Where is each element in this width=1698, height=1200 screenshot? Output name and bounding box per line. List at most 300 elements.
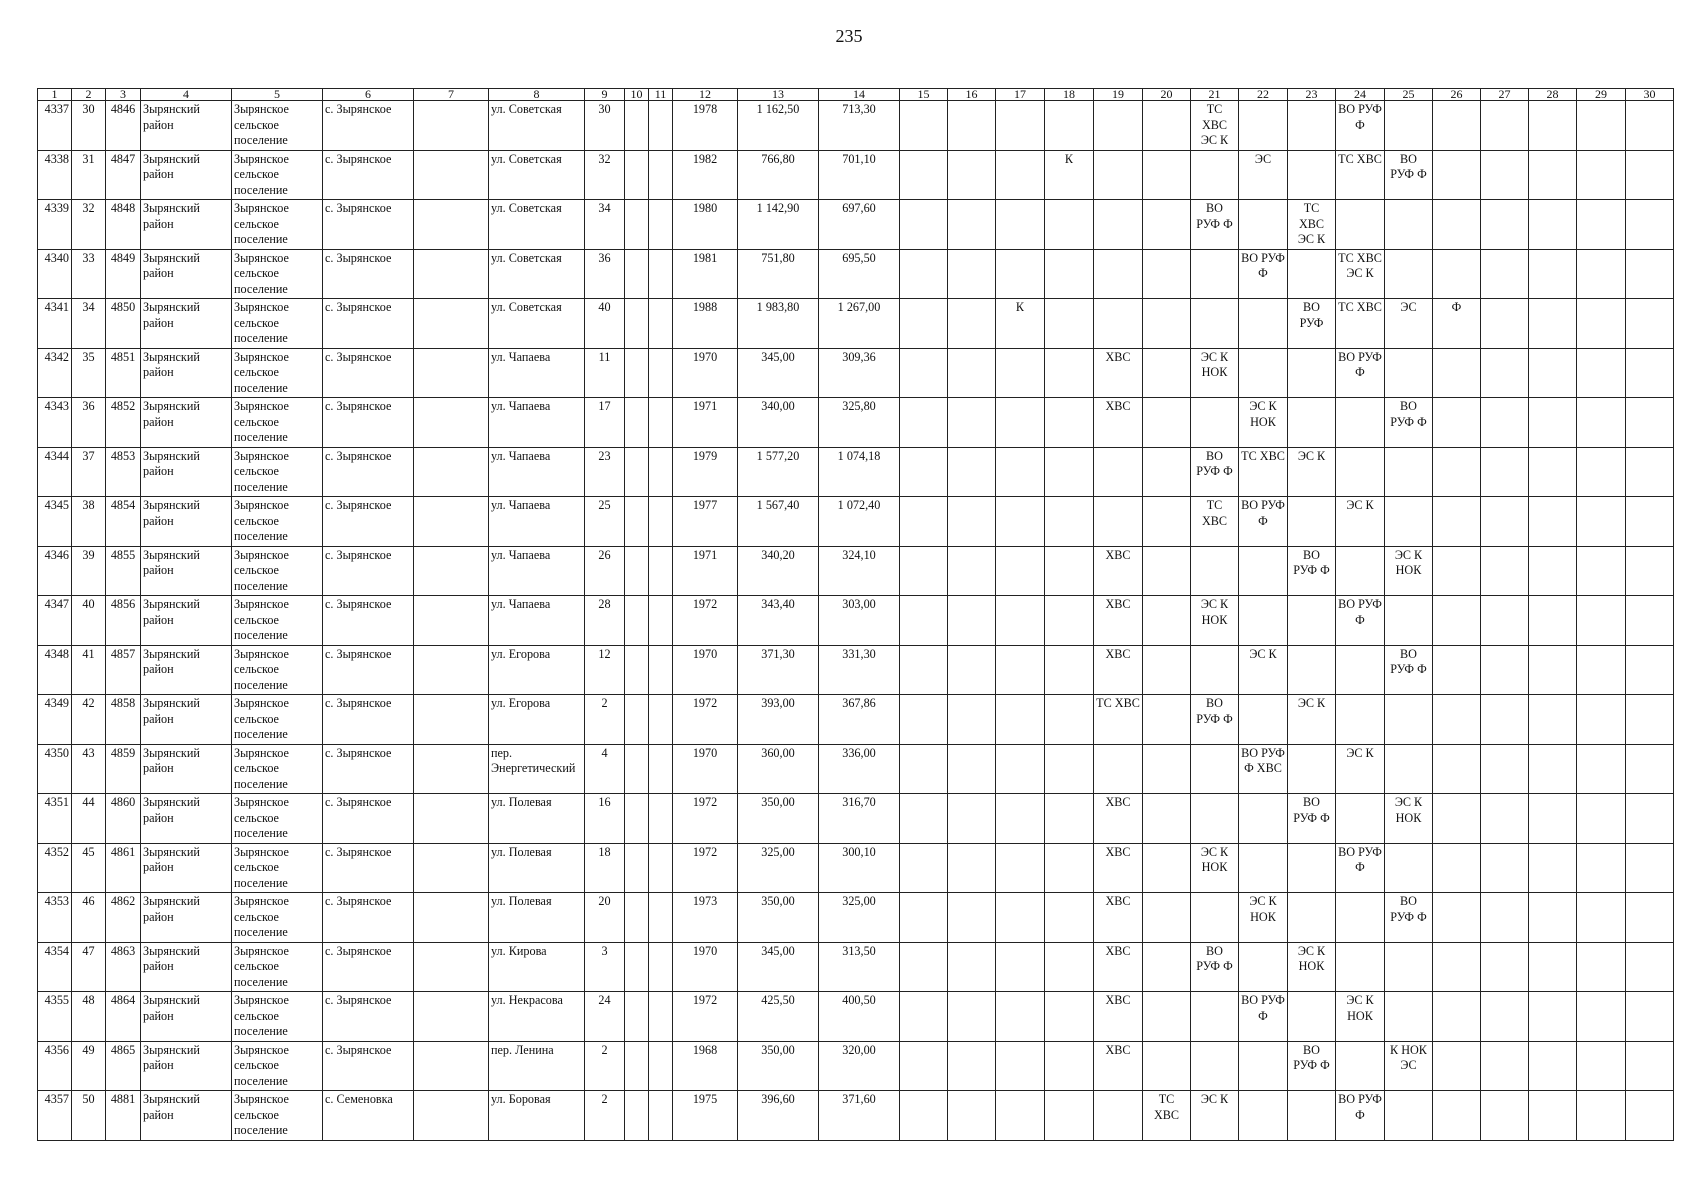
empty-cell — [1577, 299, 1626, 349]
cell-col-1: 4354 — [38, 942, 72, 992]
data-table — [37, 88, 1674, 1141]
empty-cell — [1288, 249, 1336, 299]
cell-col-5: Зырянское сельское поселение — [232, 150, 323, 200]
empty-cell — [1288, 992, 1336, 1042]
cell-col-9: 34 — [585, 200, 625, 250]
empty-cell — [1288, 645, 1336, 695]
empty-cell — [996, 893, 1045, 943]
cell-col-19: ХВС — [1094, 348, 1143, 398]
empty-cell — [1481, 249, 1529, 299]
empty-cell — [900, 596, 948, 646]
empty-cell — [1577, 992, 1626, 1042]
cell-col-9: 26 — [585, 546, 625, 596]
column-header: 21 — [1191, 89, 1239, 101]
empty-cell — [1336, 1041, 1385, 1091]
empty-cell — [414, 249, 489, 299]
empty-cell — [900, 843, 948, 893]
empty-cell — [1577, 249, 1626, 299]
empty-cell — [649, 546, 673, 596]
column-header: 10 — [625, 89, 649, 101]
table-row — [38, 101, 1674, 151]
cell-col-5: Зырянское сельское поселение — [232, 744, 323, 794]
cell-col-1: 4357 — [38, 1091, 72, 1141]
cell-col-24: ЭС К — [1336, 497, 1385, 547]
empty-cell — [1239, 596, 1288, 646]
cell-col-2: 45 — [72, 843, 106, 893]
empty-cell — [1577, 942, 1626, 992]
empty-cell — [649, 249, 673, 299]
empty-cell — [948, 447, 996, 497]
cell-col-6: с. Зырянское — [323, 843, 414, 893]
empty-cell — [1385, 992, 1433, 1042]
cell-col-22: ТС ХВС — [1239, 447, 1288, 497]
empty-cell — [1143, 150, 1191, 200]
cell-col-21: ВО РУФ Ф — [1191, 695, 1239, 745]
cell-col-9: 32 — [585, 150, 625, 200]
cell-col-5: Зырянское сельское поселение — [232, 893, 323, 943]
empty-cell — [625, 893, 649, 943]
empty-cell — [1481, 447, 1529, 497]
empty-cell — [1529, 942, 1577, 992]
empty-cell — [996, 942, 1045, 992]
cell-col-9: 11 — [585, 348, 625, 398]
cell-col-8: пер. Ленина — [489, 1041, 585, 1091]
cell-col-3: 4859 — [106, 744, 141, 794]
cell-col-9: 20 — [585, 893, 625, 943]
empty-cell — [1094, 744, 1143, 794]
empty-cell — [996, 249, 1045, 299]
empty-cell — [1288, 744, 1336, 794]
empty-cell — [996, 1091, 1045, 1141]
empty-cell — [1143, 992, 1191, 1042]
empty-cell — [1529, 249, 1577, 299]
cell-col-19: ХВС — [1094, 1041, 1143, 1091]
empty-cell — [649, 447, 673, 497]
cell-col-22: ВО РУФ Ф — [1239, 249, 1288, 299]
empty-cell — [1433, 348, 1481, 398]
column-header: 2 — [72, 89, 106, 101]
cell-col-9: 24 — [585, 992, 625, 1042]
cell-col-9: 25 — [585, 497, 625, 547]
cell-col-21: ВО РУФ Ф — [1191, 942, 1239, 992]
cell-col-5: Зырянское сельское поселение — [232, 794, 323, 844]
empty-cell — [948, 794, 996, 844]
cell-col-3: 4853 — [106, 447, 141, 497]
cell-col-12: 1970 — [673, 348, 738, 398]
empty-cell — [414, 398, 489, 448]
column-header: 12 — [673, 89, 738, 101]
empty-cell — [1239, 101, 1288, 151]
table-row — [38, 893, 1674, 943]
cell-col-3: 4854 — [106, 497, 141, 547]
empty-cell — [1045, 398, 1094, 448]
empty-cell — [1191, 645, 1239, 695]
cell-col-2: 50 — [72, 1091, 106, 1141]
empty-cell — [996, 150, 1045, 200]
empty-cell — [1433, 695, 1481, 745]
empty-cell — [625, 942, 649, 992]
empty-cell — [1481, 497, 1529, 547]
cell-col-8: ул. Советская — [489, 249, 585, 299]
cell-col-1: 4348 — [38, 645, 72, 695]
empty-cell — [1045, 299, 1094, 349]
empty-cell — [1239, 843, 1288, 893]
cell-col-14: 713,30 — [819, 101, 900, 151]
empty-cell — [1045, 1041, 1094, 1091]
column-header: 7 — [414, 89, 489, 101]
empty-cell — [1577, 1091, 1626, 1141]
cell-col-2: 39 — [72, 546, 106, 596]
empty-cell — [1094, 150, 1143, 200]
empty-cell — [948, 546, 996, 596]
empty-cell — [900, 1091, 948, 1141]
cell-col-4: Зырянский район — [141, 398, 232, 448]
empty-cell — [900, 447, 948, 497]
column-header: 26 — [1433, 89, 1481, 101]
empty-cell — [1094, 200, 1143, 250]
cell-col-4: Зырянский район — [141, 695, 232, 745]
empty-cell — [1529, 150, 1577, 200]
table-row — [38, 992, 1674, 1042]
cell-col-13: 343,40 — [738, 596, 819, 646]
empty-cell — [414, 299, 489, 349]
table-row — [38, 249, 1674, 299]
column-header: 27 — [1481, 89, 1529, 101]
cell-col-6: с. Зырянское — [323, 497, 414, 547]
empty-cell — [1385, 348, 1433, 398]
cell-col-3: 4855 — [106, 546, 141, 596]
empty-cell — [1433, 645, 1481, 695]
empty-cell — [1481, 893, 1529, 943]
cell-col-5: Зырянское сельское поселение — [232, 249, 323, 299]
cell-col-14: 303,00 — [819, 596, 900, 646]
cell-col-1: 4350 — [38, 744, 72, 794]
cell-col-8: ул. Советская — [489, 101, 585, 151]
cell-col-6: с. Зырянское — [323, 200, 414, 250]
empty-cell — [1481, 150, 1529, 200]
cell-col-14: 309,36 — [819, 348, 900, 398]
cell-col-5: Зырянское сельское поселение — [232, 299, 323, 349]
cell-col-25: ВО РУФ Ф — [1385, 645, 1433, 695]
cell-col-14: 325,00 — [819, 893, 900, 943]
cell-col-25: ЭС — [1385, 299, 1433, 349]
cell-col-4: Зырянский район — [141, 101, 232, 151]
empty-cell — [996, 843, 1045, 893]
empty-cell — [1481, 546, 1529, 596]
cell-col-14: 313,50 — [819, 942, 900, 992]
table-row — [38, 596, 1674, 646]
empty-cell — [414, 942, 489, 992]
empty-cell — [948, 744, 996, 794]
cell-col-6: с. Зырянское — [323, 150, 414, 200]
empty-cell — [1336, 794, 1385, 844]
cell-col-26: Ф — [1433, 299, 1481, 349]
empty-cell — [1529, 497, 1577, 547]
empty-cell — [1529, 348, 1577, 398]
empty-cell — [1433, 1041, 1481, 1091]
empty-cell — [1481, 398, 1529, 448]
cell-col-14: 331,30 — [819, 645, 900, 695]
cell-col-8: ул. Полевая — [489, 843, 585, 893]
cell-col-4: Зырянский район — [141, 497, 232, 547]
cell-col-13: 1 567,40 — [738, 497, 819, 547]
cell-col-1: 4339 — [38, 200, 72, 250]
empty-cell — [1385, 843, 1433, 893]
empty-cell — [900, 1041, 948, 1091]
empty-cell — [414, 348, 489, 398]
column-header: 11 — [649, 89, 673, 101]
empty-cell — [1143, 447, 1191, 497]
empty-cell — [900, 695, 948, 745]
empty-cell — [1433, 744, 1481, 794]
cell-col-13: 345,00 — [738, 348, 819, 398]
empty-cell — [1094, 249, 1143, 299]
cell-col-1: 4337 — [38, 101, 72, 151]
cell-col-6: с. Зырянское — [323, 299, 414, 349]
cell-col-4: Зырянский район — [141, 893, 232, 943]
empty-cell — [1143, 596, 1191, 646]
cell-col-14: 325,80 — [819, 398, 900, 448]
empty-cell — [1385, 101, 1433, 151]
page-number: 235 — [835, 26, 863, 46]
cell-col-24: ВО РУФ Ф — [1336, 101, 1385, 151]
column-header: 13 — [738, 89, 819, 101]
cell-col-14: 695,50 — [819, 249, 900, 299]
empty-cell — [1143, 843, 1191, 893]
cell-col-25: ЭС К НОК — [1385, 794, 1433, 844]
cell-col-2: 41 — [72, 645, 106, 695]
empty-cell — [414, 200, 489, 250]
cell-col-12: 1972 — [673, 843, 738, 893]
cell-col-3: 4858 — [106, 695, 141, 745]
empty-cell — [1481, 794, 1529, 844]
empty-cell — [1433, 101, 1481, 151]
cell-col-2: 31 — [72, 150, 106, 200]
empty-cell — [1045, 447, 1094, 497]
cell-col-9: 36 — [585, 249, 625, 299]
cell-col-9: 2 — [585, 1091, 625, 1141]
empty-cell — [1143, 645, 1191, 695]
cell-col-22: ВО РУФ Ф ХВС — [1239, 744, 1288, 794]
cell-col-1: 4351 — [38, 794, 72, 844]
cell-col-12: 1972 — [673, 992, 738, 1042]
cell-col-21: ЭС К НОК — [1191, 596, 1239, 646]
column-header: 16 — [948, 89, 996, 101]
empty-cell — [1045, 992, 1094, 1042]
empty-cell — [1433, 150, 1481, 200]
cell-col-12: 1973 — [673, 893, 738, 943]
empty-cell — [1481, 992, 1529, 1042]
empty-cell — [625, 1041, 649, 1091]
cell-col-12: 1988 — [673, 299, 738, 349]
cell-col-19: ХВС — [1094, 992, 1143, 1042]
empty-cell — [1191, 150, 1239, 200]
cell-col-3: 4851 — [106, 348, 141, 398]
empty-cell — [1433, 497, 1481, 547]
table-row — [38, 843, 1674, 893]
cell-col-22: ЭС — [1239, 150, 1288, 200]
empty-cell — [1045, 1091, 1094, 1141]
cell-col-22: ЭС К НОК — [1239, 398, 1288, 448]
column-header: 14 — [819, 89, 900, 101]
empty-cell — [1577, 744, 1626, 794]
empty-cell — [1529, 398, 1577, 448]
empty-cell — [996, 794, 1045, 844]
empty-cell — [1143, 398, 1191, 448]
cell-col-5: Зырянское сельское поселение — [232, 348, 323, 398]
empty-cell — [649, 200, 673, 250]
cell-col-8: ул. Полевая — [489, 794, 585, 844]
empty-cell — [996, 497, 1045, 547]
empty-cell — [625, 299, 649, 349]
cell-col-1: 4356 — [38, 1041, 72, 1091]
empty-cell — [900, 348, 948, 398]
empty-cell — [649, 1091, 673, 1141]
cell-col-6: с. Зырянское — [323, 101, 414, 151]
cell-col-19: ТС ХВС — [1094, 695, 1143, 745]
empty-cell — [948, 150, 996, 200]
cell-col-19: ХВС — [1094, 645, 1143, 695]
cell-col-1: 4343 — [38, 398, 72, 448]
empty-cell — [900, 150, 948, 200]
empty-cell — [1626, 1041, 1674, 1091]
empty-cell — [900, 497, 948, 547]
cell-col-13: 1 577,20 — [738, 447, 819, 497]
cell-col-4: Зырянский район — [141, 1041, 232, 1091]
empty-cell — [1288, 150, 1336, 200]
column-header: 19 — [1094, 89, 1143, 101]
empty-cell — [625, 200, 649, 250]
cell-col-2: 36 — [72, 398, 106, 448]
empty-cell — [1626, 101, 1674, 151]
cell-col-12: 1975 — [673, 1091, 738, 1141]
empty-cell — [1143, 101, 1191, 151]
column-header: 9 — [585, 89, 625, 101]
empty-cell — [1626, 398, 1674, 448]
empty-cell — [1626, 645, 1674, 695]
cell-col-22: ЭС К НОК — [1239, 893, 1288, 943]
cell-col-1: 4345 — [38, 497, 72, 547]
column-header: 18 — [1045, 89, 1094, 101]
empty-cell — [948, 398, 996, 448]
cell-col-4: Зырянский район — [141, 942, 232, 992]
cell-col-4: Зырянский район — [141, 1091, 232, 1141]
cell-col-6: с. Зырянское — [323, 794, 414, 844]
cell-col-8: ул. Кирова — [489, 942, 585, 992]
cell-col-8: пер. Энергетический — [489, 744, 585, 794]
cell-col-8: ул. Некрасова — [489, 992, 585, 1042]
empty-cell — [649, 596, 673, 646]
empty-cell — [1191, 249, 1239, 299]
empty-cell — [1481, 299, 1529, 349]
empty-cell — [649, 893, 673, 943]
empty-cell — [1481, 744, 1529, 794]
cell-col-12: 1970 — [673, 942, 738, 992]
cell-col-19: ХВС — [1094, 843, 1143, 893]
empty-cell — [996, 447, 1045, 497]
table-row — [38, 942, 1674, 992]
cell-col-2: 32 — [72, 200, 106, 250]
cell-col-12: 1968 — [673, 1041, 738, 1091]
empty-cell — [1045, 596, 1094, 646]
empty-cell — [948, 1041, 996, 1091]
empty-cell — [625, 992, 649, 1042]
cell-col-21: ЭС К НОК — [1191, 348, 1239, 398]
empty-cell — [900, 744, 948, 794]
empty-cell — [996, 348, 1045, 398]
table-row — [38, 744, 1674, 794]
cell-col-17: К — [996, 299, 1045, 349]
cell-col-25: ВО РУФ Ф — [1385, 150, 1433, 200]
cell-col-1: 4355 — [38, 992, 72, 1042]
empty-cell — [948, 299, 996, 349]
empty-cell — [1626, 744, 1674, 794]
empty-cell — [1433, 398, 1481, 448]
cell-col-5: Зырянское сельское поселение — [232, 398, 323, 448]
empty-cell — [1481, 942, 1529, 992]
empty-cell — [1626, 447, 1674, 497]
cell-col-13: 371,30 — [738, 645, 819, 695]
cell-col-8: ул. Чапаева — [489, 398, 585, 448]
empty-cell — [900, 992, 948, 1042]
empty-cell — [996, 695, 1045, 745]
cell-col-12: 1972 — [673, 794, 738, 844]
empty-cell — [948, 942, 996, 992]
table-row — [38, 398, 1674, 448]
empty-cell — [1433, 200, 1481, 250]
empty-cell — [1143, 794, 1191, 844]
cell-col-8: ул. Чапаева — [489, 348, 585, 398]
cell-col-2: 49 — [72, 1041, 106, 1091]
empty-cell — [1385, 596, 1433, 646]
empty-cell — [996, 200, 1045, 250]
empty-cell — [996, 992, 1045, 1042]
cell-col-9: 40 — [585, 299, 625, 349]
empty-cell — [625, 843, 649, 893]
empty-cell — [649, 299, 673, 349]
column-header: 20 — [1143, 89, 1191, 101]
cell-col-1: 4352 — [38, 843, 72, 893]
cell-col-21: ЭС К — [1191, 1091, 1239, 1141]
cell-col-2: 42 — [72, 695, 106, 745]
empty-cell — [1529, 200, 1577, 250]
empty-cell — [1336, 893, 1385, 943]
empty-cell — [625, 744, 649, 794]
empty-cell — [1577, 150, 1626, 200]
cell-col-13: 766,80 — [738, 150, 819, 200]
empty-cell — [1143, 546, 1191, 596]
column-header: 30 — [1626, 89, 1674, 101]
cell-col-14: 336,00 — [819, 744, 900, 794]
cell-col-24: ЭС К НОК — [1336, 992, 1385, 1042]
empty-cell — [996, 744, 1045, 794]
empty-cell — [1191, 546, 1239, 596]
empty-cell — [1045, 942, 1094, 992]
table-row — [38, 497, 1674, 547]
cell-col-2: 48 — [72, 992, 106, 1042]
empty-cell — [900, 299, 948, 349]
empty-cell — [1143, 299, 1191, 349]
table-row — [38, 348, 1674, 398]
empty-cell — [1143, 348, 1191, 398]
cell-col-6: с. Зырянское — [323, 645, 414, 695]
cell-col-3: 4860 — [106, 794, 141, 844]
empty-cell — [1626, 695, 1674, 745]
empty-cell — [1626, 497, 1674, 547]
cell-col-9: 3 — [585, 942, 625, 992]
cell-col-2: 47 — [72, 942, 106, 992]
cell-col-3: 4862 — [106, 893, 141, 943]
